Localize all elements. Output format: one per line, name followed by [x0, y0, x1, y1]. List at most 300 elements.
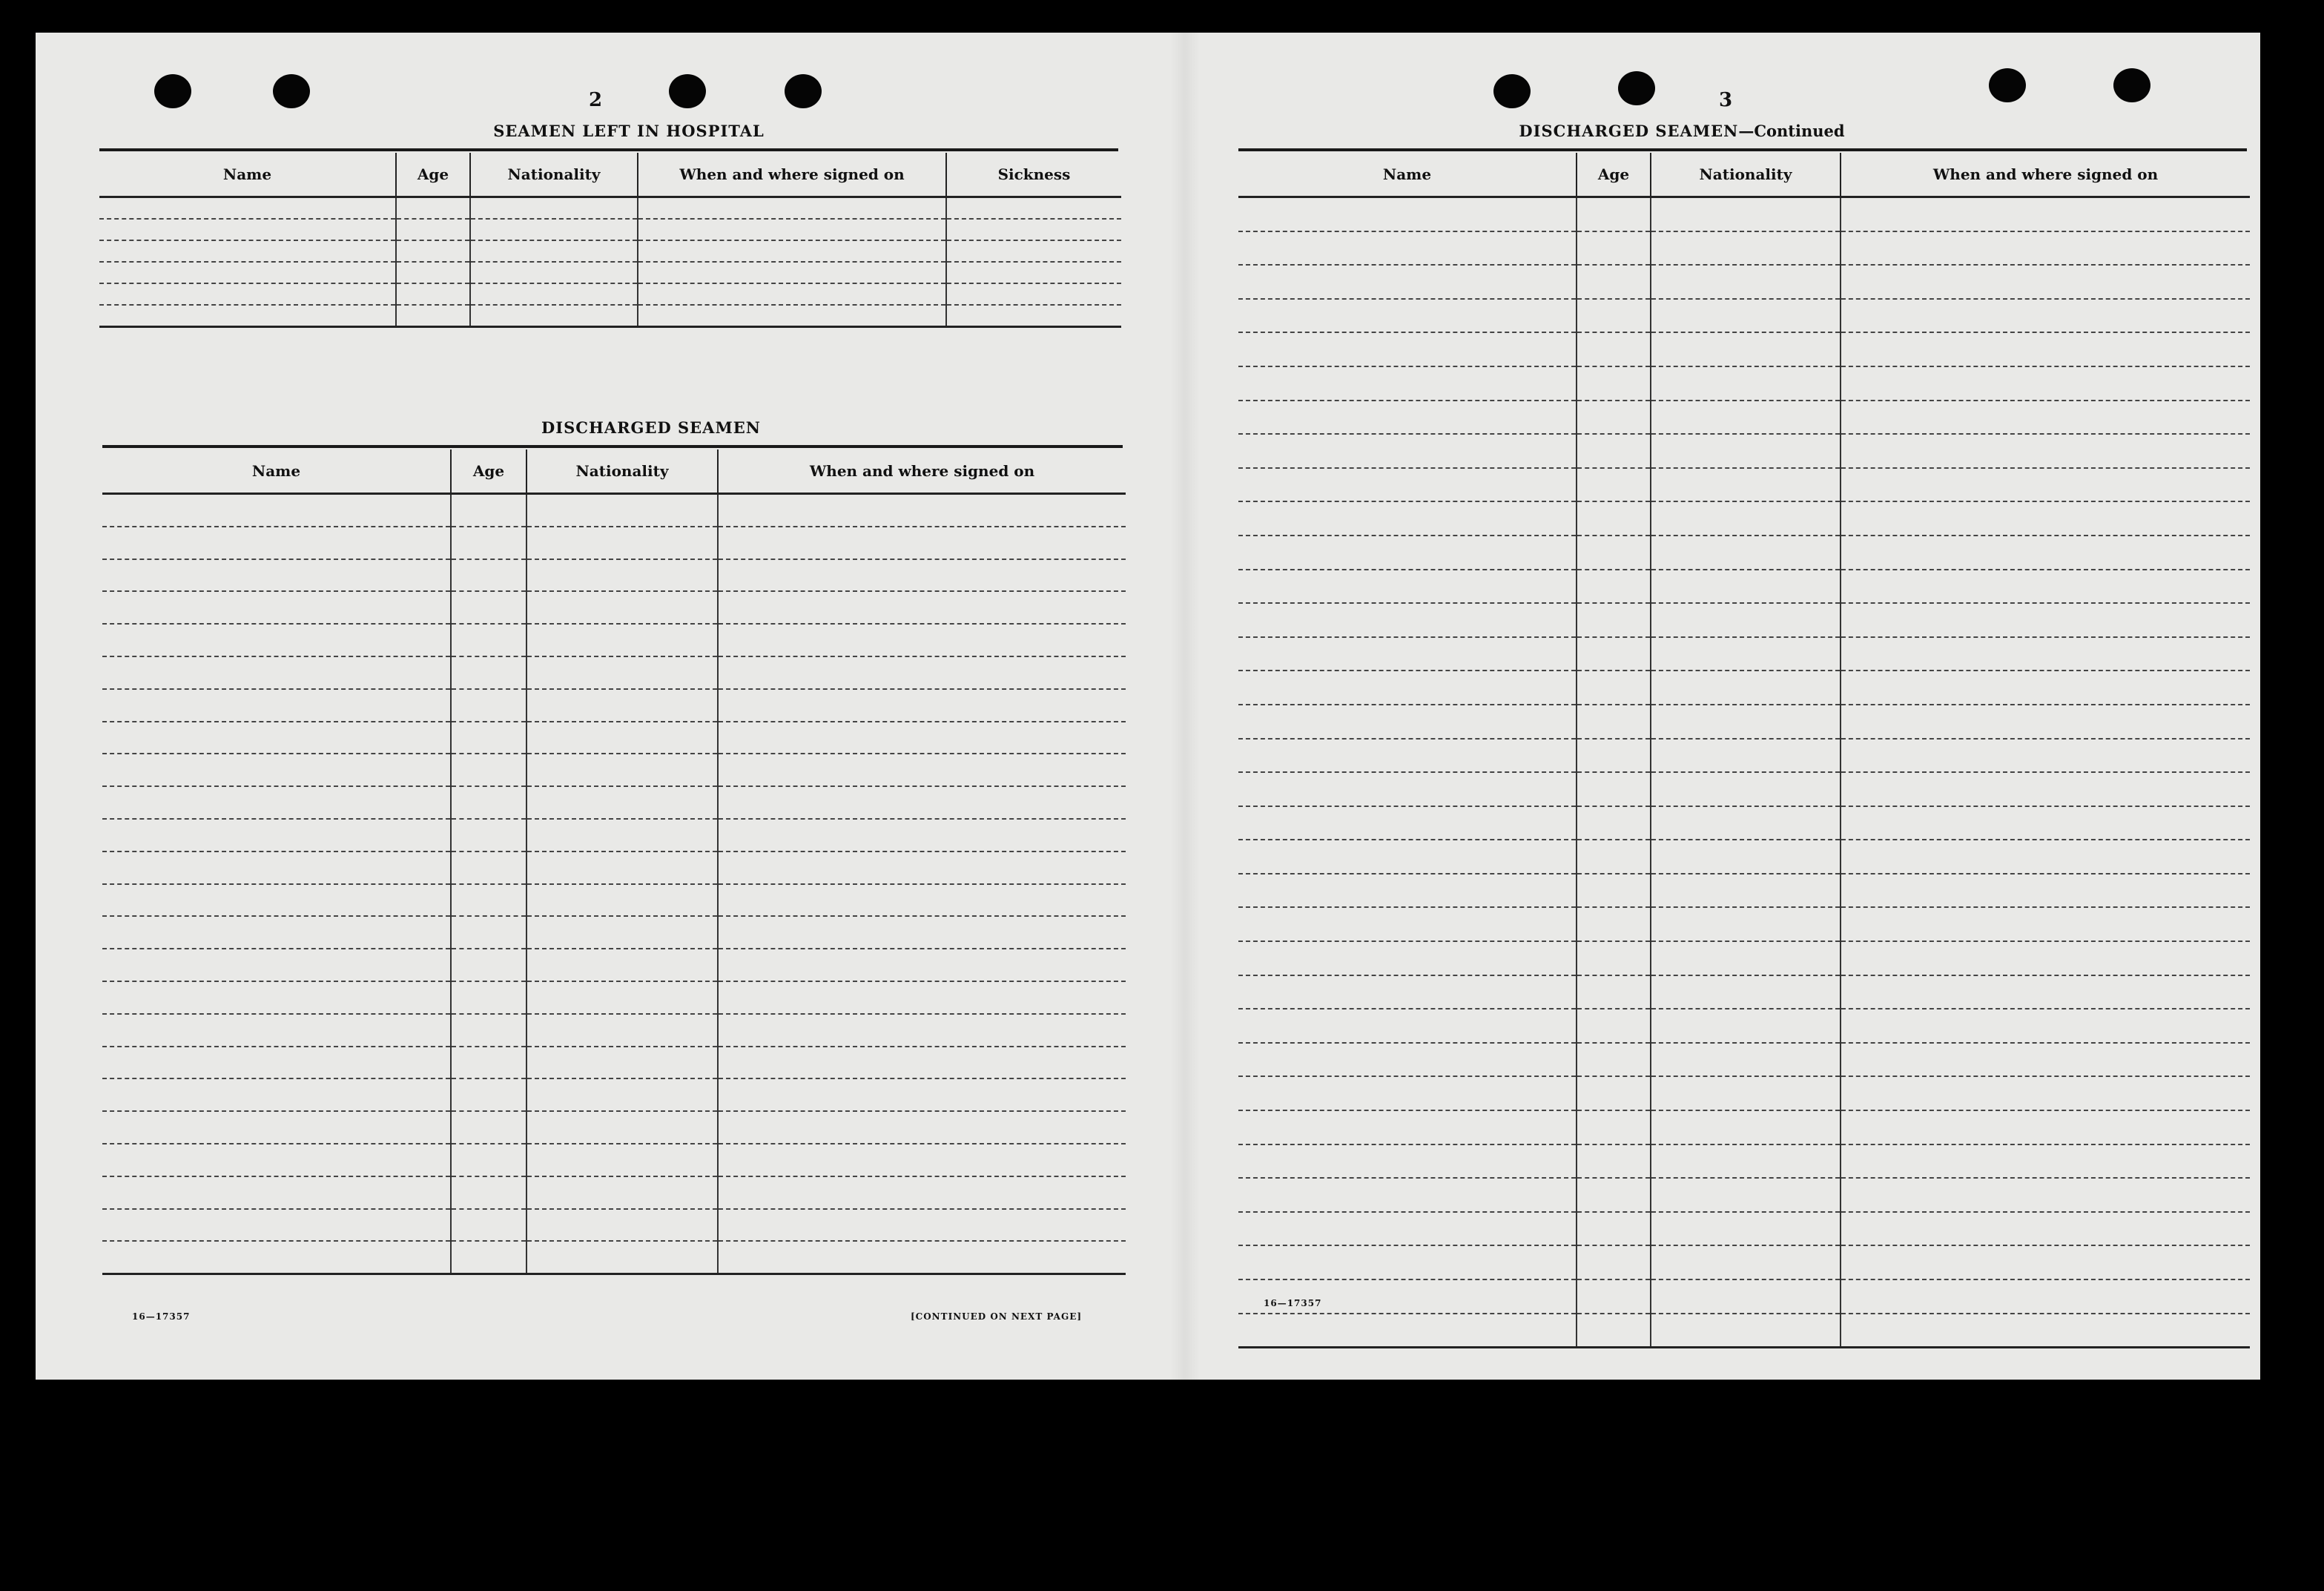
table-cell: [1577, 603, 1651, 637]
table-cell: [1651, 501, 1841, 536]
table-cell: [718, 1176, 1126, 1209]
table-cell: [1577, 637, 1651, 671]
table-row: [1238, 1043, 2250, 1077]
table-cell: [451, 786, 526, 819]
column-header-name: Name: [1238, 153, 1577, 197]
table-cell: [1651, 1110, 1841, 1144]
table-row: [99, 283, 1121, 305]
table-cell: [451, 852, 526, 884]
column-header-age: Age: [1577, 153, 1651, 197]
table-cell: [1577, 840, 1651, 874]
table-cell: [1577, 739, 1651, 773]
table-cell: [1577, 705, 1651, 739]
table-cell: [451, 1047, 526, 1079]
table-cell: [470, 283, 638, 305]
table-row: [99, 262, 1121, 283]
table-cell: [526, 689, 718, 722]
table-cell: [470, 262, 638, 283]
table-row: [102, 1241, 1126, 1274]
table-cell: [1651, 570, 1841, 604]
table-cell: [526, 527, 718, 559]
table-cell: [526, 1014, 718, 1047]
table-row: [102, 591, 1126, 624]
table-cell: [451, 591, 526, 624]
table-row: [102, 494, 1126, 527]
table-cell: [102, 1111, 451, 1144]
table-cell: [451, 559, 526, 592]
table-cell: [1577, 975, 1651, 1009]
table-cell: [1841, 468, 2250, 502]
table-cell: [1238, 1212, 1577, 1246]
column-header-name: Name: [99, 153, 396, 197]
page-number-right: 3: [1719, 89, 1734, 111]
table-cell: [526, 1111, 718, 1144]
table-row: [1238, 1314, 2250, 1348]
table-cell: [1238, 332, 1577, 366]
table-cell: [396, 240, 470, 262]
column-header-sickness: Sickness: [946, 153, 1121, 197]
table-cell: [526, 1209, 718, 1242]
table-cell: [1238, 1110, 1577, 1144]
table-cell: [526, 819, 718, 852]
table-cell: [451, 656, 526, 689]
table-cell: [1577, 1043, 1651, 1077]
table-cell: [526, 1078, 718, 1111]
table-cell: [1238, 570, 1577, 604]
table-cell: [1651, 739, 1841, 773]
table-cell: [1577, 1212, 1651, 1246]
column-header-signed-on: When and where signed on: [718, 449, 1126, 494]
table-row: [102, 559, 1126, 592]
table-row: [1238, 570, 2250, 604]
table-row: [102, 624, 1126, 656]
discharged-continued-title-suffix: —Continued: [1738, 122, 1845, 140]
table-cell: [638, 197, 946, 220]
table-row: [1238, 401, 2250, 435]
table-cell: [1841, 570, 2250, 604]
table-cell: [396, 219, 470, 240]
table-cell: [1841, 637, 2250, 671]
table-cell: [526, 852, 718, 884]
table-cell: [1577, 265, 1651, 299]
table-cell: [1577, 1110, 1651, 1144]
table-cell: [102, 1014, 451, 1047]
table-cell: [526, 916, 718, 949]
table-cell: [1651, 434, 1841, 468]
table-row: [102, 916, 1126, 949]
table-cell: [102, 1241, 451, 1274]
table-row: [102, 1144, 1126, 1176]
table-cell: [451, 1014, 526, 1047]
table-row: [1238, 874, 2250, 908]
table-cell: [526, 884, 718, 917]
table-cell: [526, 624, 718, 656]
table-cell: [1651, 401, 1841, 435]
table-cell: [526, 949, 718, 981]
table-cell: [1651, 941, 1841, 975]
column-header-signed-on: When and where signed on: [638, 153, 946, 197]
table-cell: [99, 240, 396, 262]
table-row: [1238, 332, 2250, 366]
table-cell: [1238, 536, 1577, 570]
table-cell: [1841, 1279, 2250, 1314]
table-cell: [1651, 603, 1841, 637]
table-row: [1238, 1110, 2250, 1144]
table-cell: [1651, 1178, 1841, 1212]
table-cell: [718, 1047, 1126, 1079]
discharged-top-rule: [102, 445, 1123, 448]
column-header-age: Age: [396, 153, 470, 197]
table-cell: [1238, 671, 1577, 705]
table-cell: [718, 1241, 1126, 1274]
continued-note: [CONTINUED ON NEXT PAGE]: [911, 1311, 1083, 1322]
table-cell: [1651, 1009, 1841, 1043]
table-cell: [1651, 332, 1841, 366]
table-cell: [1651, 671, 1841, 705]
table-cell: [1577, 907, 1651, 941]
table-cell: [99, 305, 396, 327]
table-cell: [1841, 874, 2250, 908]
table-cell: [102, 624, 451, 656]
table-row: [1238, 772, 2250, 806]
table-cell: [396, 283, 470, 305]
table-cell: [638, 262, 946, 283]
table-cell: [1238, 265, 1577, 299]
table-row: [1238, 299, 2250, 333]
table-cell: [1238, 401, 1577, 435]
table-row: [102, 754, 1126, 786]
table-cell: [1577, 1178, 1651, 1212]
table-cell: [1238, 434, 1577, 468]
table-cell: [1577, 1279, 1651, 1314]
document-sheet: [36, 33, 2260, 1380]
table-cell: [1651, 1314, 1841, 1348]
table-cell: [1651, 772, 1841, 806]
table-row: [1238, 637, 2250, 671]
table-cell: [718, 1111, 1126, 1144]
table-cell: [1238, 231, 1577, 266]
table-row: [102, 1078, 1126, 1111]
table-cell: [1651, 197, 1841, 231]
table-cell: [1651, 637, 1841, 671]
table-row: [102, 852, 1126, 884]
hospital-table: [99, 153, 1121, 328]
table-cell: [1238, 1043, 1577, 1077]
table-cell: [1651, 975, 1841, 1009]
table-cell: [1577, 570, 1651, 604]
table-cell: [526, 722, 718, 754]
table-cell: [946, 219, 1121, 240]
table-cell: [1841, 366, 2250, 401]
table-cell: [1651, 1043, 1841, 1077]
table-cell: [526, 591, 718, 624]
table-cell: [1841, 1043, 2250, 1077]
table-cell: [946, 240, 1121, 262]
table-cell: [1577, 197, 1651, 231]
table-cell: [470, 219, 638, 240]
hospital-section-title: SEAMEN LEFT IN HOSPITAL: [493, 122, 765, 140]
table-cell: [1238, 501, 1577, 536]
column-header-name: Name: [102, 449, 451, 494]
table-cell: [1238, 366, 1577, 401]
table-cell: [526, 1241, 718, 1274]
table-cell: [1841, 941, 2250, 975]
table-cell: [451, 1144, 526, 1176]
table-cell: [718, 786, 1126, 819]
table-cell: [1841, 1076, 2250, 1110]
table-cell: [470, 197, 638, 220]
table-row: [1238, 941, 2250, 975]
table-cell: [451, 1209, 526, 1242]
table-cell: [1651, 299, 1841, 333]
table-cell: [1841, 1212, 2250, 1246]
table-cell: [1577, 874, 1651, 908]
table-cell: [1238, 197, 1577, 231]
table-cell: [1238, 941, 1577, 975]
table-row: [1238, 366, 2250, 401]
table-cell: [102, 819, 451, 852]
table-cell: [526, 786, 718, 819]
table-cell: [526, 754, 718, 786]
table-cell: [1841, 603, 2250, 637]
table-cell: [1841, 1110, 2250, 1144]
table-row: [99, 240, 1121, 262]
table-cell: [1651, 1212, 1841, 1246]
table-row: [102, 981, 1126, 1014]
table-cell: [102, 916, 451, 949]
table-cell: [1841, 401, 2250, 435]
table-row: [102, 689, 1126, 722]
discharged-table: [102, 449, 1126, 1275]
form-number-left: 16—17357: [132, 1311, 191, 1322]
table-cell: [1651, 1279, 1841, 1314]
table-cell: [396, 305, 470, 327]
form-number-right: 16—17357: [1264, 1298, 1322, 1308]
table-cell: [1841, 231, 2250, 266]
table-cell: [102, 689, 451, 722]
table-cell: [1238, 975, 1577, 1009]
table-cell: [1841, 806, 2250, 840]
table-cell: [638, 219, 946, 240]
table-cell: [1577, 401, 1651, 435]
table-cell: [1651, 874, 1841, 908]
table-cell: [396, 262, 470, 283]
table-cell: [1841, 332, 2250, 366]
table-cell: [99, 283, 396, 305]
punch-hole: [2113, 68, 2150, 102]
table-cell: [451, 722, 526, 754]
table-row: [1238, 231, 2250, 266]
table-cell: [1238, 1144, 1577, 1179]
table-cell: [718, 494, 1126, 527]
table-cell: [1577, 468, 1651, 502]
table-cell: [451, 754, 526, 786]
table-cell: [946, 305, 1121, 327]
table-row: [1238, 603, 2250, 637]
table-cell: [451, 1176, 526, 1209]
table-cell: [1238, 603, 1577, 637]
table-cell: [451, 689, 526, 722]
table-cell: [451, 819, 526, 852]
page-fold: [1170, 33, 1200, 1380]
table-cell: [638, 305, 946, 327]
table-cell: [102, 559, 451, 592]
table-row: [102, 656, 1126, 689]
table-cell: [1841, 1178, 2250, 1212]
table-cell: [1651, 231, 1841, 266]
table-cell: [102, 1209, 451, 1242]
table-cell: [946, 262, 1121, 283]
table-cell: [718, 559, 1126, 592]
table-row: [1238, 536, 2250, 570]
table-cell: [1841, 1009, 2250, 1043]
table-cell: [102, 949, 451, 981]
punch-hole: [1618, 71, 1655, 105]
table-cell: [1841, 434, 2250, 468]
table-cell: [1577, 1314, 1651, 1348]
discharged-continued-top-rule: [1238, 148, 2247, 151]
table-row: [1238, 1178, 2250, 1212]
table-cell: [718, 689, 1126, 722]
table-cell: [1238, 468, 1577, 502]
table-row: [1238, 501, 2250, 536]
table-cell: [1238, 1245, 1577, 1279]
table-cell: [1577, 941, 1651, 975]
table-cell: [718, 949, 1126, 981]
table-cell: [526, 1176, 718, 1209]
table-row: [1238, 197, 2250, 231]
table-row: [1238, 1279, 2250, 1314]
discharged-continued-title-main: DISCHARGED SEAMEN: [1519, 122, 1739, 140]
table-cell: [1841, 772, 2250, 806]
table-cell: [451, 624, 526, 656]
table-cell: [718, 981, 1126, 1014]
table-cell: [526, 656, 718, 689]
table-cell: [451, 1078, 526, 1111]
table-cell: [1238, 806, 1577, 840]
table-cell: [1238, 1178, 1577, 1212]
table-row: [1238, 1245, 2250, 1279]
table-row: [102, 1047, 1126, 1079]
table-cell: [102, 1176, 451, 1209]
column-header-signed-on: When and where signed on: [1841, 153, 2250, 197]
table-row: [102, 786, 1126, 819]
table-row: [1238, 907, 2250, 941]
table-cell: [1238, 874, 1577, 908]
table-row: [1238, 1076, 2250, 1110]
table-cell: [451, 949, 526, 981]
table-row: [102, 527, 1126, 559]
table-cell: [1651, 1144, 1841, 1179]
table-row: [1238, 1212, 2250, 1246]
table-cell: [718, 884, 1126, 917]
table-cell: [1577, 434, 1651, 468]
table-cell: [1841, 975, 2250, 1009]
table-cell: [102, 591, 451, 624]
hospital-top-rule: [99, 148, 1118, 151]
table-cell: [1841, 536, 2250, 570]
punch-hole: [1493, 74, 1531, 108]
table-row: [102, 722, 1126, 754]
table-cell: [1577, 536, 1651, 570]
table-row: [99, 305, 1121, 327]
table-cell: [1841, 907, 2250, 941]
table-row: [1238, 1144, 2250, 1179]
table-cell: [1238, 739, 1577, 773]
table-cell: [1577, 1076, 1651, 1110]
punch-hole: [154, 74, 191, 108]
table-cell: [1841, 1144, 2250, 1179]
punch-hole: [785, 74, 822, 108]
discharged-continued-header-row: [1238, 153, 2250, 197]
table-cell: [638, 283, 946, 305]
table-cell: [1577, 366, 1651, 401]
table-cell: [1238, 637, 1577, 671]
table-row: [102, 949, 1126, 981]
table-cell: [1577, 501, 1651, 536]
table-row: [1238, 739, 2250, 773]
table-cell: [99, 262, 396, 283]
table-cell: [718, 591, 1126, 624]
table-row: [102, 1014, 1126, 1047]
table-cell: [1651, 536, 1841, 570]
table-cell: [451, 1111, 526, 1144]
punch-hole: [273, 74, 310, 108]
table-row: [1238, 705, 2250, 739]
table-cell: [1651, 1076, 1841, 1110]
table-cell: [1841, 501, 2250, 536]
table-cell: [1651, 1245, 1841, 1279]
table-cell: [102, 527, 451, 559]
column-header-age: Age: [451, 449, 526, 494]
table-cell: [102, 786, 451, 819]
table-cell: [718, 624, 1126, 656]
discharged-header-row: [102, 449, 1126, 494]
table-cell: [1238, 1314, 1577, 1348]
table-row: [102, 819, 1126, 852]
table-cell: [946, 197, 1121, 220]
table-cell: [718, 852, 1126, 884]
table-cell: [1651, 468, 1841, 502]
table-cell: [718, 916, 1126, 949]
table-cell: [718, 527, 1126, 559]
table-cell: [1238, 1009, 1577, 1043]
table-cell: [451, 884, 526, 917]
table-cell: [1841, 299, 2250, 333]
discharged-continued-title: [1519, 122, 1845, 140]
table-cell: [451, 494, 526, 527]
table-cell: [638, 240, 946, 262]
table-cell: [1577, 231, 1651, 266]
table-cell: [1841, 739, 2250, 773]
table-row: [99, 219, 1121, 240]
punch-hole: [1989, 68, 2026, 102]
table-cell: [102, 1144, 451, 1176]
table-cell: [1577, 1144, 1651, 1179]
table-cell: [470, 240, 638, 262]
column-header-nationality: Nationality: [1651, 153, 1841, 197]
table-row: [1238, 265, 2250, 299]
table-cell: [718, 819, 1126, 852]
table-cell: [451, 1241, 526, 1274]
table-cell: [102, 494, 451, 527]
table-cell: [1651, 265, 1841, 299]
table-cell: [718, 754, 1126, 786]
table-cell: [451, 981, 526, 1014]
table-row: [1238, 840, 2250, 874]
table-cell: [718, 1014, 1126, 1047]
table-cell: [102, 1047, 451, 1079]
